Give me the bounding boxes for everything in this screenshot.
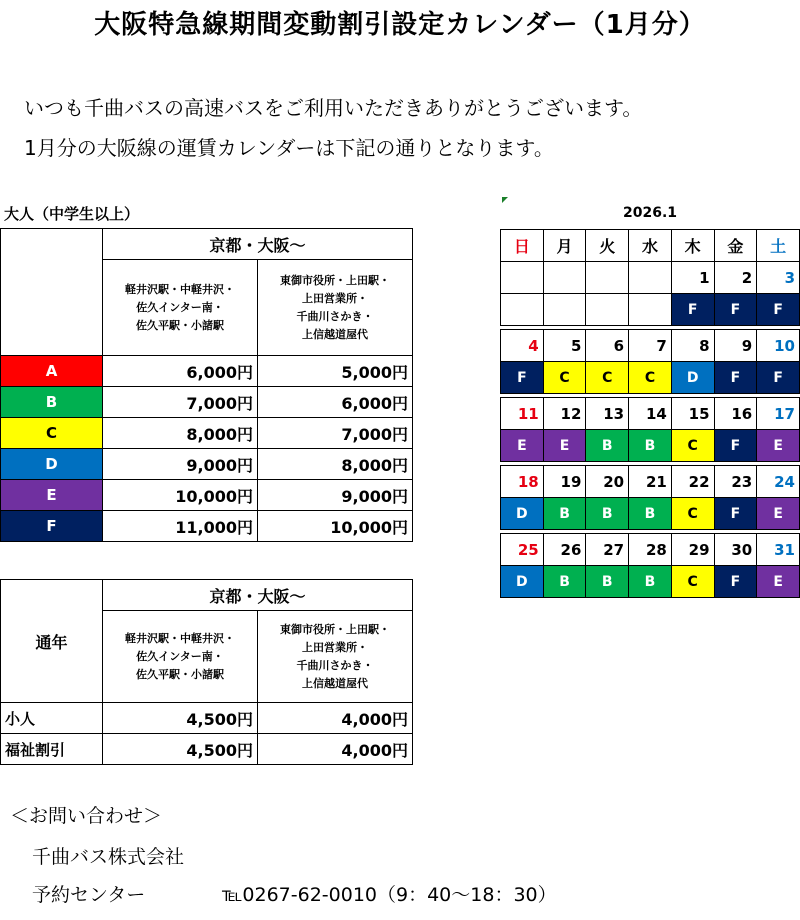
- fare-code-cell: F: [671, 294, 714, 326]
- fare-code-cell: B: [629, 498, 672, 530]
- intro-line-2: 1月分の大阪線の運賃カレンダーは下記の通りとなります。: [24, 136, 554, 160]
- fare-code-cell: C: [671, 430, 714, 462]
- fare-code-cell: C: [671, 498, 714, 530]
- fare-code-cell: C: [543, 362, 586, 394]
- fare-row-c: [1, 418, 413, 449]
- fare-code-cell: B: [586, 566, 629, 598]
- date-row: [501, 466, 800, 498]
- fare-code-cell: F: [757, 362, 800, 394]
- price-cell: 4,000円: [258, 703, 413, 734]
- fare-code-cell: F: [501, 362, 544, 394]
- date-cell: 8: [671, 330, 714, 362]
- date-cell: 6: [586, 330, 629, 362]
- header-line: 佐久平駅・小諸駅: [136, 667, 224, 681]
- row-label: 福祉割引: [1, 734, 103, 765]
- fare-code-cell: F: [714, 362, 757, 394]
- row-label: 小人: [1, 703, 103, 734]
- date-cell: 10: [757, 330, 800, 362]
- fare-row-d: [1, 449, 413, 480]
- header-line: 佐久平駅・小諸駅: [136, 318, 224, 332]
- yearround-col1-header: [103, 611, 258, 703]
- intro-line-1: いつも千曲バスの高速バスをご利用いただきありがとうございます。: [24, 96, 643, 120]
- header-line: 佐久インター南・: [136, 649, 224, 663]
- header-line: 千曲川さかき・: [296, 309, 374, 323]
- fare-code-cell: D: [671, 362, 714, 394]
- fare-row-e: [1, 480, 413, 511]
- header-line: 上田営業所・: [302, 640, 368, 654]
- date-cell: 23: [714, 466, 757, 498]
- date-cell: 3: [757, 262, 800, 294]
- band-d: D: [1, 449, 103, 480]
- date-cell: 15: [671, 398, 714, 430]
- band-e: E: [1, 480, 103, 511]
- band-b: B: [1, 387, 103, 418]
- weekday-sun: 日: [501, 230, 544, 262]
- price-cell: 10,000円: [258, 511, 413, 542]
- date-cell: 13: [586, 398, 629, 430]
- fare-row-child: [1, 703, 413, 734]
- price-cell: 10,000円: [103, 480, 258, 511]
- price-cell: 6,000円: [103, 356, 258, 387]
- fare-code-cell: B: [543, 566, 586, 598]
- price-cell: 7,000円: [103, 387, 258, 418]
- date-cell: 25: [501, 534, 544, 566]
- fare-code-cell: F: [714, 566, 757, 598]
- date-cell: 17: [757, 398, 800, 430]
- fare-code-cell: [543, 294, 586, 326]
- adult-col1-header: [103, 260, 258, 356]
- fare-code-row: [501, 362, 800, 394]
- date-cell: 9: [714, 330, 757, 362]
- fare-code-cell: E: [543, 430, 586, 462]
- fare-code-cell: B: [586, 430, 629, 462]
- date-cell: 7: [629, 330, 672, 362]
- date-cell: 27: [586, 534, 629, 566]
- date-cell: 12: [543, 398, 586, 430]
- fare-code-row: [501, 566, 800, 598]
- contact-heading: ＜お問い合わせ＞: [10, 805, 163, 827]
- yearround-region-header: 京都・大阪〜: [103, 580, 413, 611]
- fare-code-cell: B: [629, 430, 672, 462]
- price-cell: 7,000円: [258, 418, 413, 449]
- adult-section-label: 大人（中学生以上）: [4, 205, 140, 223]
- date-cell: 5: [543, 330, 586, 362]
- fare-code-cell: B: [629, 566, 672, 598]
- header-line: 軽井沢駅・中軽井沢・: [125, 631, 235, 645]
- date-row: [501, 330, 800, 362]
- weekday-mon: 月: [543, 230, 586, 262]
- date-row: [501, 534, 800, 566]
- fare-code-cell: D: [501, 498, 544, 530]
- adult-corner-cell: [1, 229, 103, 356]
- header-line: 千曲川さかき・: [296, 658, 374, 672]
- date-cell: 28: [629, 534, 672, 566]
- price-cell: 11,000円: [103, 511, 258, 542]
- fare-row-f: [1, 511, 413, 542]
- header-line: 上信越道屋代: [302, 676, 368, 690]
- date-row: [501, 398, 800, 430]
- fare-code-cell: E: [757, 566, 800, 598]
- yearround-fare-table: [0, 579, 413, 765]
- band-a: A: [1, 356, 103, 387]
- fare-calendar: [500, 229, 800, 598]
- fare-code-cell: F: [714, 498, 757, 530]
- cell-comment-marker: [502, 197, 508, 203]
- fare-code-cell: [586, 294, 629, 326]
- band-c: C: [1, 418, 103, 449]
- date-cell: 21: [629, 466, 672, 498]
- fare-row-welfare: [1, 734, 413, 765]
- fare-code-cell: C: [671, 566, 714, 598]
- date-cell: 30: [714, 534, 757, 566]
- weekday-thu: 木: [671, 230, 714, 262]
- fare-code-row: [501, 294, 800, 326]
- weekday-wed: 水: [629, 230, 672, 262]
- price-cell: 8,000円: [103, 418, 258, 449]
- date-cell: 22: [671, 466, 714, 498]
- adult-col2-header: [258, 260, 413, 356]
- date-cell: [543, 262, 586, 294]
- fare-code-cell: B: [586, 498, 629, 530]
- weekday-tue: 火: [586, 230, 629, 262]
- date-cell: [629, 262, 672, 294]
- header-line: 上信越道屋代: [302, 327, 368, 341]
- fare-code-cell: F: [757, 294, 800, 326]
- yearround-col2-header: [258, 611, 413, 703]
- band-f: F: [1, 511, 103, 542]
- weekday-header-row: [501, 230, 800, 262]
- fare-code-cell: C: [586, 362, 629, 394]
- fare-code-cell: F: [714, 430, 757, 462]
- yearround-label: 通年: [1, 580, 103, 703]
- header-line: 東御市役所・上田駅・: [280, 273, 390, 287]
- date-cell: 16: [714, 398, 757, 430]
- fare-code-cell: [501, 294, 544, 326]
- price-cell: 9,000円: [258, 480, 413, 511]
- header-line: 東御市役所・上田駅・: [280, 622, 390, 636]
- date-row: [501, 262, 800, 294]
- fare-code-cell: B: [543, 498, 586, 530]
- header-line: 上田営業所・: [302, 291, 368, 305]
- date-cell: 2: [714, 262, 757, 294]
- contact-center: 予約センター: [32, 884, 146, 906]
- fare-code-cell: E: [501, 430, 544, 462]
- date-cell: 1: [671, 262, 714, 294]
- price-cell: 4,500円: [103, 703, 258, 734]
- date-cell: 11: [501, 398, 544, 430]
- price-cell: 6,000円: [258, 387, 413, 418]
- date-cell: 18: [501, 466, 544, 498]
- adult-region-header: 京都・大阪〜: [103, 229, 413, 260]
- date-cell: 31: [757, 534, 800, 566]
- adult-fare-table: [0, 228, 413, 542]
- price-cell: 5,000円: [258, 356, 413, 387]
- fare-code-cell: F: [714, 294, 757, 326]
- contact-tel: ℡0267-62-0010（9：40〜18：30）: [222, 884, 557, 906]
- fare-code-cell: D: [501, 566, 544, 598]
- fare-code-cell: E: [757, 498, 800, 530]
- date-cell: 4: [501, 330, 544, 362]
- price-cell: 8,000円: [258, 449, 413, 480]
- price-cell: 4,500円: [103, 734, 258, 765]
- date-cell: 24: [757, 466, 800, 498]
- fare-code-cell: [629, 294, 672, 326]
- price-cell: 4,000円: [258, 734, 413, 765]
- fare-code-row: [501, 498, 800, 530]
- page-title: 大阪特急線期間変動割引設定カレンダー（1月分）: [94, 10, 706, 40]
- date-cell: [501, 262, 544, 294]
- date-cell: [586, 262, 629, 294]
- header-line: 軽井沢駅・中軽井沢・: [125, 282, 235, 296]
- fare-row-a: [1, 356, 413, 387]
- weekday-sat: 土: [757, 230, 800, 262]
- date-cell: 14: [629, 398, 672, 430]
- date-cell: 26: [543, 534, 586, 566]
- fare-row-b: [1, 387, 413, 418]
- fare-code-row: [501, 430, 800, 462]
- date-cell: 29: [671, 534, 714, 566]
- header-line: 佐久インター南・: [136, 300, 224, 314]
- date-cell: 19: [543, 466, 586, 498]
- contact-company: 千曲バス株式会社: [32, 846, 185, 868]
- price-cell: 9,000円: [103, 449, 258, 480]
- fare-code-cell: C: [629, 362, 672, 394]
- calendar-year-month: 2026.1: [622, 205, 678, 221]
- fare-code-cell: E: [757, 430, 800, 462]
- date-cell: 20: [586, 466, 629, 498]
- weekday-fri: 金: [714, 230, 757, 262]
